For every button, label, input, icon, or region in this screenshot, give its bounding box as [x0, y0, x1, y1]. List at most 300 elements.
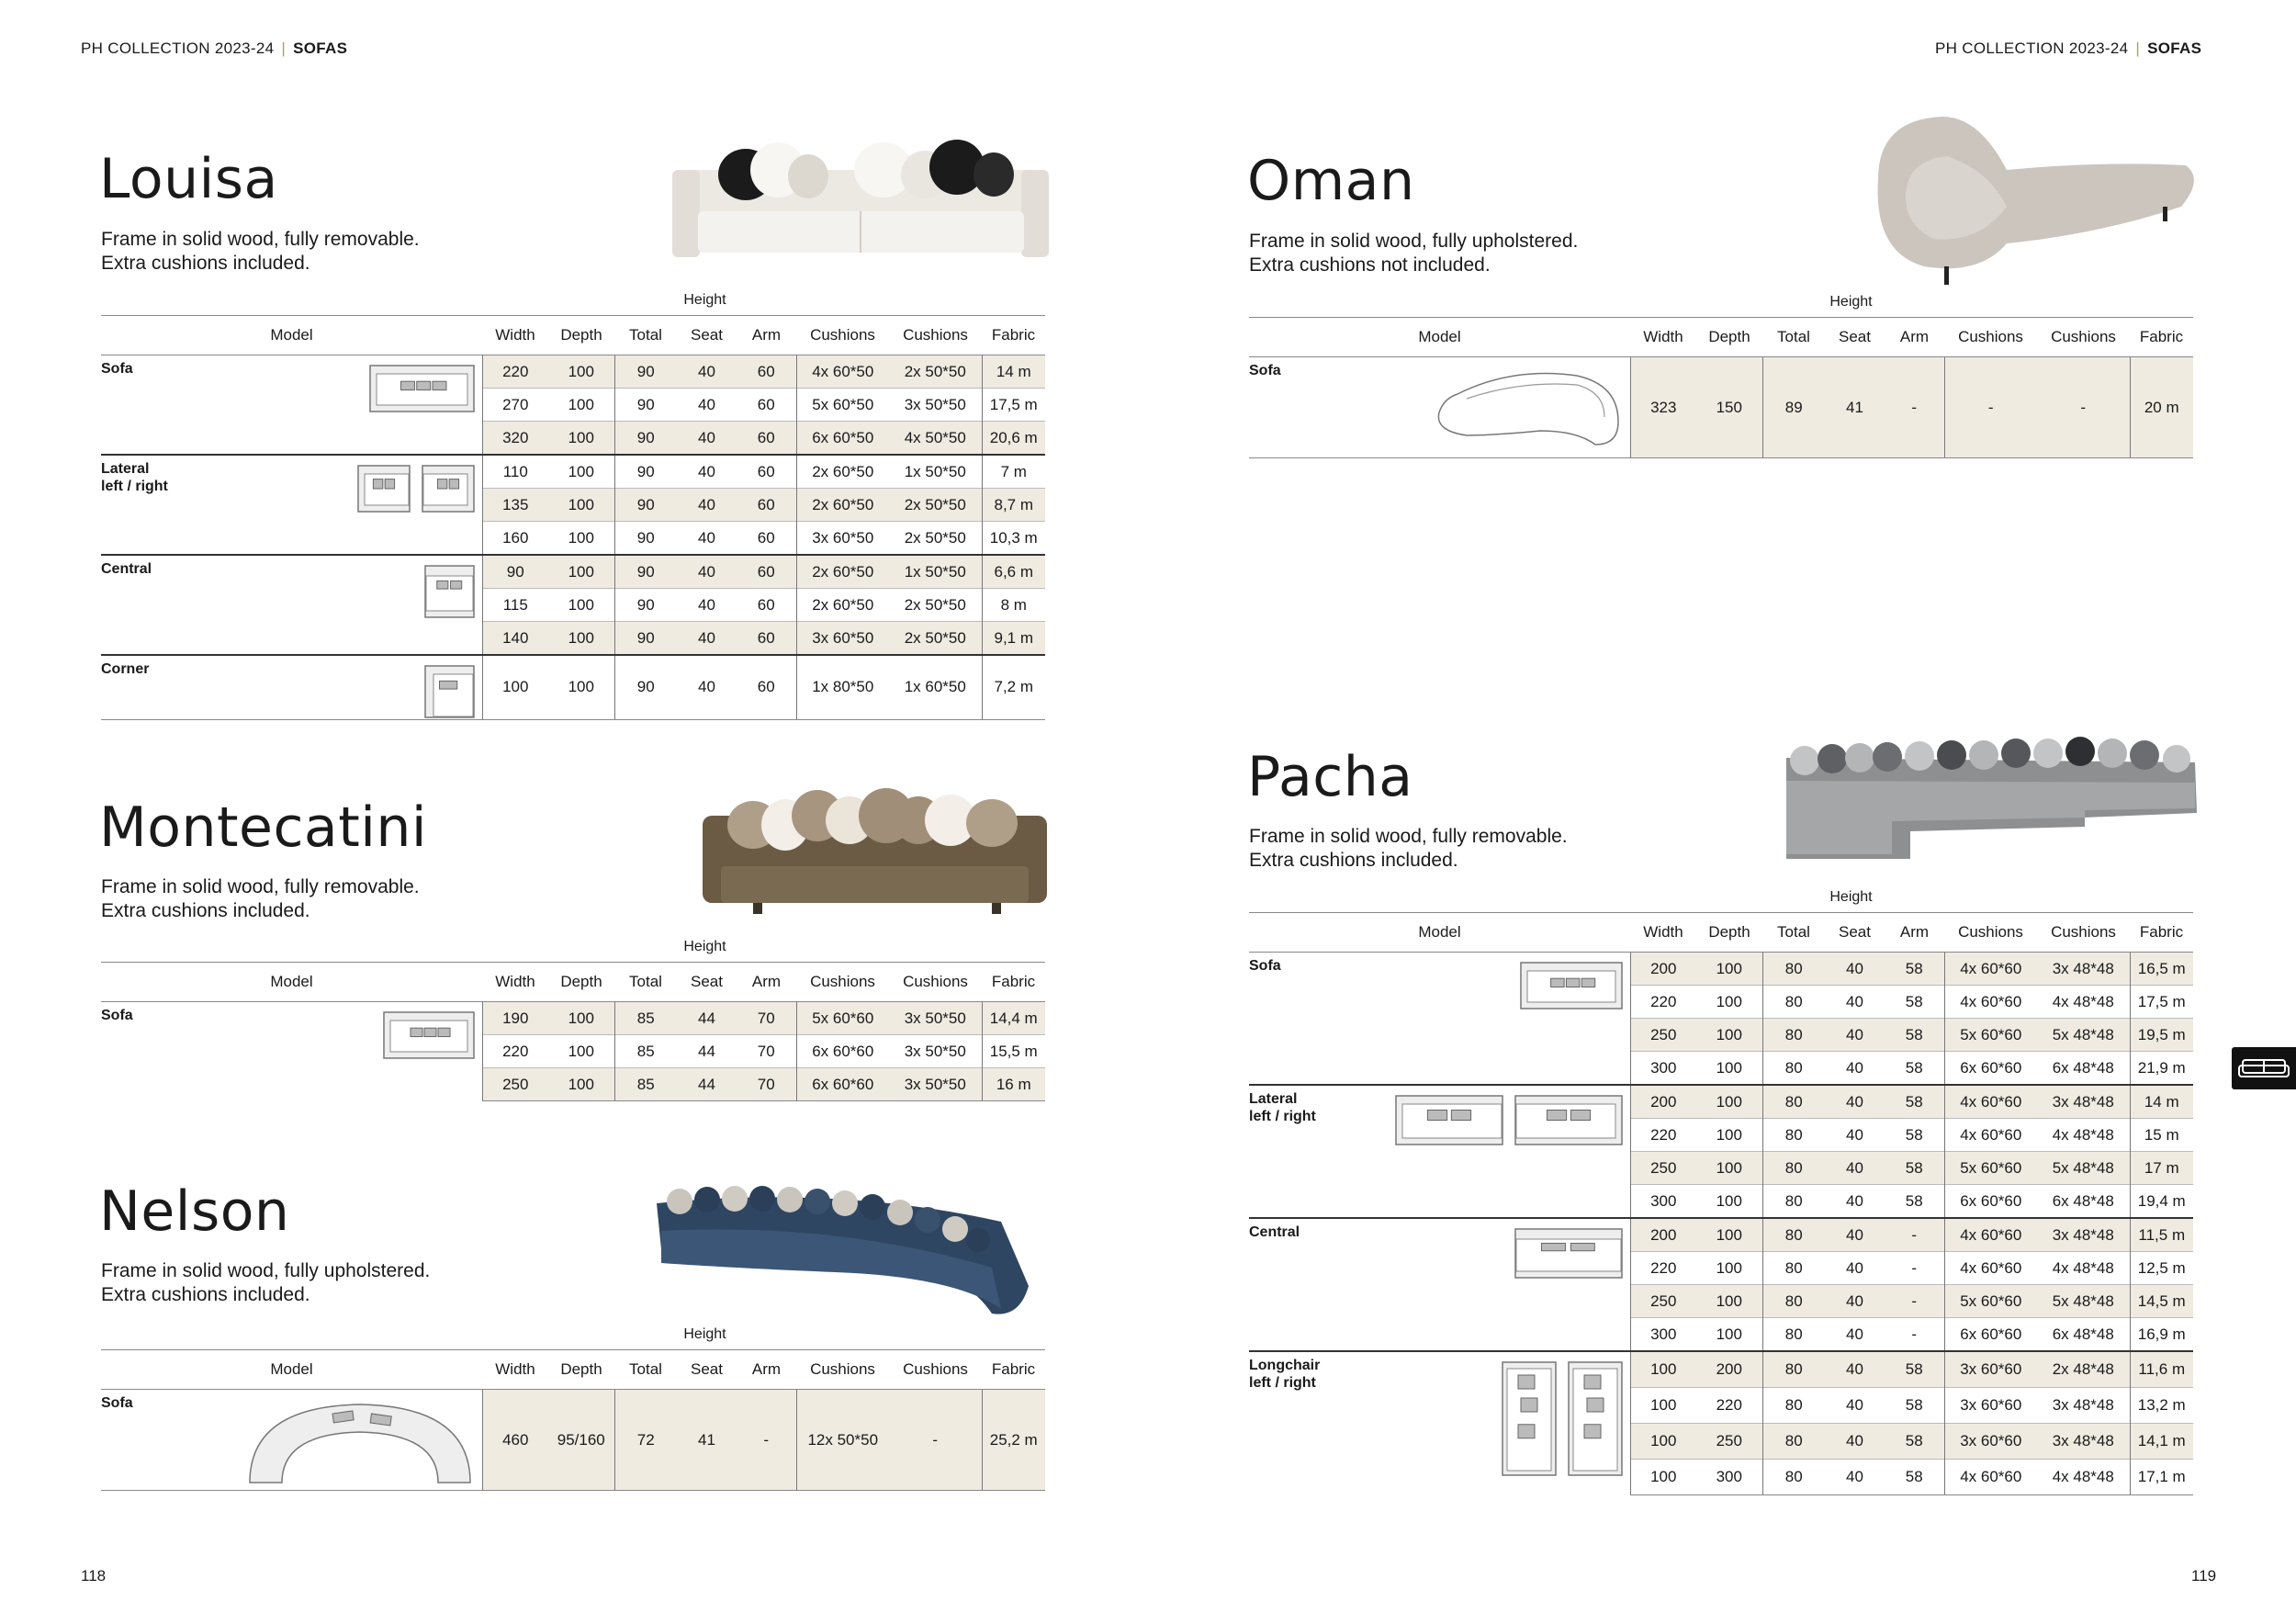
model-cell: [101, 555, 482, 655]
spec-cell: 60: [737, 489, 796, 522]
spec-cell: 100: [1696, 1085, 1762, 1119]
spec-cell: 80: [1762, 1019, 1825, 1052]
spec-cell: 14 m: [2130, 1085, 2193, 1119]
spec-cell: 2x 60*50: [796, 455, 889, 489]
spec-cell: -: [1885, 1285, 1944, 1318]
spec-cell: 80: [1762, 1423, 1825, 1459]
description-line: Extra cushions included.: [101, 253, 310, 274]
sofa-diagram-icon: [1514, 1228, 1623, 1283]
spec-cell: 6x 48*48: [2037, 1318, 2130, 1352]
spec-cell: 60: [737, 455, 796, 489]
spec-cell: 2x 50*50: [889, 522, 982, 556]
column-header: Seat: [1825, 913, 1885, 953]
spec-cell: 100: [1696, 1052, 1762, 1086]
column-header: Cushions: [796, 1350, 889, 1390]
spec-cell: 250: [1696, 1423, 1762, 1459]
sofa-icon: [2232, 1047, 2296, 1089]
spec-cell: 44: [677, 1002, 737, 1035]
spec-cell: 90: [614, 589, 677, 622]
spec-cell: 17,5 m: [2130, 986, 2193, 1019]
spec-cell: 58: [1885, 1019, 1944, 1052]
column-header: Fabric: [2130, 318, 2193, 357]
spec-cell: 85: [614, 1068, 677, 1101]
spec-cell: 17 m: [2130, 1152, 2193, 1185]
spec-cell: 200: [1630, 953, 1696, 986]
spec-cell: -: [1944, 357, 2037, 458]
spec-cell: 6x 60*60: [1944, 1185, 2037, 1219]
model-cell: [1249, 1085, 1630, 1218]
spec-cell: 10,3 m: [982, 522, 1045, 556]
spec-cell: 3x 60*50: [796, 522, 889, 556]
column-header: Width: [482, 1350, 548, 1390]
spec-cell: 11,6 m: [2130, 1351, 2193, 1387]
model-label: Lateral left / right: [1249, 1091, 1316, 1124]
column-header: Depth: [548, 316, 614, 355]
spec-cell: 135: [482, 489, 548, 522]
spec-cell: 3x 48*48: [2037, 1387, 2130, 1423]
model-cell: [1249, 1218, 1630, 1351]
description-line: Frame in solid wood, fully upholstered.: [1249, 231, 1579, 252]
spec-cell: 58: [1885, 1052, 1944, 1086]
spec-cell: 100: [1696, 1185, 1762, 1219]
sofa-diagram-icon: [1502, 1361, 1557, 1481]
page-number-right: 119: [2191, 1567, 2217, 1585]
spec-cell: 100: [1696, 1019, 1762, 1052]
column-header: Total: [614, 963, 677, 1002]
spec-cell: 5x 60*60: [796, 1002, 889, 1035]
column-header: Total: [614, 1350, 677, 1390]
spec-cell: 40: [1825, 1085, 1885, 1119]
spec-cell: 80: [1762, 986, 1825, 1019]
product-description: [101, 228, 420, 276]
spec-cell: 40: [677, 422, 737, 456]
spec-cell: 100: [548, 1068, 614, 1101]
product-title: Louisa: [99, 147, 278, 211]
spec-cell: 100: [1696, 1285, 1762, 1318]
spec-cell: 100: [1630, 1423, 1696, 1459]
model-cell: [101, 355, 482, 456]
spec-cell: 12x 50*50: [796, 1390, 889, 1491]
column-header: Cushions: [2037, 913, 2130, 953]
spec-cell: 95/160: [548, 1390, 614, 1491]
height-label: Height: [683, 939, 726, 954]
spec-cell: 100: [548, 622, 614, 656]
spec-cell: 220: [482, 355, 548, 389]
spec-cell: -: [1885, 1318, 1944, 1352]
description-line: Frame in solid wood, fully removable.: [101, 876, 420, 897]
column-header: Seat: [677, 1350, 737, 1390]
spec-cell: 40: [677, 655, 737, 719]
spec-cell: 13,2 m: [2130, 1387, 2193, 1423]
table-row: [101, 555, 1045, 589]
spec-cell: 2x 60*50: [796, 589, 889, 622]
spec-cell: 100: [548, 489, 614, 522]
spec-cell: 70: [737, 1068, 796, 1101]
column-header: Arm: [1885, 913, 1944, 953]
table-row: [101, 655, 1045, 719]
spec-cell: 4x 50*50: [889, 422, 982, 456]
spec-cell: 90: [614, 522, 677, 556]
model-cell: [101, 455, 482, 555]
spec-cell: 6x 48*48: [2037, 1185, 2130, 1219]
spec-cell: 6,6 m: [982, 555, 1045, 589]
spec-cell: 60: [737, 555, 796, 589]
table-row: [101, 1390, 1045, 1491]
spec-cell: 3x 50*50: [889, 1035, 982, 1068]
spec-cell: 40: [1825, 1423, 1885, 1459]
spec-cell: 60: [737, 622, 796, 656]
spec-cell: 6x 60*60: [796, 1035, 889, 1068]
spec-cell: 4x 48*48: [2037, 1459, 2130, 1494]
spec-cell: 58: [1885, 1085, 1944, 1119]
spec-cell: 60: [737, 422, 796, 456]
spec-cell: -: [2037, 357, 2130, 458]
spec-cell: 100: [548, 589, 614, 622]
spec-cell: 1x 50*50: [889, 455, 982, 489]
spec-cell: 40: [1825, 986, 1885, 1019]
spec-cell: 60: [737, 522, 796, 556]
spec-cell: 100: [1630, 1387, 1696, 1423]
spec-cell: 3x 48*48: [2037, 1218, 2130, 1252]
spec-cell: 5x 60*50: [796, 389, 889, 422]
model-label: Sofa: [1249, 363, 1281, 378]
spec-cell: 220: [1696, 1387, 1762, 1423]
spec-cell: 4x 48*48: [2037, 1252, 2130, 1285]
spec-cell: 40: [677, 589, 737, 622]
description-line: Frame in solid wood, fully removable.: [101, 229, 420, 250]
column-header: Cushions: [1944, 913, 2037, 953]
spec-cell: 40: [677, 489, 737, 522]
running-header-left: [81, 39, 347, 58]
spec-cell: 80: [1762, 1185, 1825, 1219]
spec-cell: 3x 60*50: [796, 622, 889, 656]
spec-cell: 4x 60*60: [1944, 1252, 2037, 1285]
spec-cell: 3x 48*48: [2037, 1085, 2130, 1119]
spec-cell: 80: [1762, 1119, 1825, 1152]
column-header: Arm: [737, 963, 796, 1002]
column-header: Depth: [1696, 318, 1762, 357]
product-description: [1249, 825, 1568, 873]
spec-cell: 7 m: [982, 455, 1045, 489]
table-header-row: [101, 316, 1045, 355]
spec-cell: 4x 48*48: [2037, 1119, 2130, 1152]
section-label: SOFAS: [293, 39, 348, 57]
spec-cell: 58: [1885, 953, 1944, 986]
spec-cell: 4x 60*60: [1944, 1218, 2037, 1252]
spec-cell: 40: [677, 522, 737, 556]
sofa-diagram-icon: [424, 565, 475, 623]
spec-cell: 4x 60*50: [796, 355, 889, 389]
spec-cell: 14,1 m: [2130, 1423, 2193, 1459]
spec-cell: 250: [1630, 1152, 1696, 1185]
description-line: Extra cushions included.: [1249, 850, 1458, 871]
spec-cell: 140: [482, 622, 548, 656]
column-header: Cushions: [889, 963, 982, 1002]
sofa-diagram-icon: [422, 465, 475, 517]
spec-cell: 250: [1630, 1019, 1696, 1052]
table-row: [1249, 1085, 2193, 1119]
spec-cell: 190: [482, 1002, 548, 1035]
spec-cell: 40: [1825, 1387, 1885, 1423]
spec-cell: 2x 60*50: [796, 555, 889, 589]
spec-cell: 90: [482, 555, 548, 589]
spec-cell: 160: [482, 522, 548, 556]
spec-cell: 5x 60*60: [1944, 1152, 2037, 1185]
sofa-diagram-icon: [1430, 367, 1623, 454]
table-header-row: [101, 963, 1045, 1002]
spec-cell: 4x 60*60: [1944, 953, 2037, 986]
spec-cell: 4x 60*60: [1944, 1119, 2037, 1152]
spec-cell: 5x 48*48: [2037, 1152, 2130, 1185]
sofa-diagram-icon: [1568, 1361, 1623, 1481]
separator: |: [2135, 39, 2141, 57]
spec-cell: 40: [1825, 1119, 1885, 1152]
spec-cell: 16,5 m: [2130, 953, 2193, 986]
spec-cell: -: [1885, 1252, 1944, 1285]
spec-cell: 14,5 m: [2130, 1285, 2193, 1318]
spec-cell: 41: [677, 1390, 737, 1491]
spec-cell: 150: [1696, 357, 1762, 458]
spec-table: [101, 315, 1045, 720]
spec-cell: 40: [677, 355, 737, 389]
sofa-diagram-icon: [1520, 962, 1623, 1014]
product-description: [1249, 230, 1578, 277]
spec-cell: 80: [1762, 1252, 1825, 1285]
spec-cell: 80: [1762, 1052, 1825, 1086]
spec-cell: 19,5 m: [2130, 1019, 2193, 1052]
model-label: Longchair left / right: [1249, 1358, 1321, 1391]
spec-cell: 3x 50*50: [889, 1068, 982, 1101]
spec-cell: 72: [614, 1390, 677, 1491]
collection-label: PH COLLECTION 2023-24: [1935, 39, 2129, 57]
column-header: Cushions: [889, 1350, 982, 1390]
spec-cell: 58: [1885, 1185, 1944, 1219]
spec-cell: 15 m: [2130, 1119, 2193, 1152]
height-label: Height: [1829, 889, 1873, 905]
model-label: Corner: [101, 661, 150, 677]
spec-cell: 41: [1825, 357, 1885, 458]
spec-cell: 6x 60*60: [1944, 1052, 2037, 1086]
spec-cell: 100: [548, 1002, 614, 1035]
column-header: Arm: [737, 1350, 796, 1390]
column-header: Fabric: [982, 1350, 1045, 1390]
spec-cell: 6x 60*60: [1944, 1318, 2037, 1352]
spec-cell: 100: [1696, 1119, 1762, 1152]
spec-cell: -: [737, 1390, 796, 1491]
model-label: Sofa: [101, 1008, 133, 1023]
spec-cell: 19,4 m: [2130, 1185, 2193, 1219]
spec-cell: 80: [1762, 1285, 1825, 1318]
model-label: Sofa: [101, 1395, 133, 1411]
spec-cell: 40: [677, 555, 737, 589]
spec-cell: 70: [737, 1035, 796, 1068]
spec-cell: 250: [1630, 1285, 1696, 1318]
spec-cell: 110: [482, 455, 548, 489]
model-cell: [1249, 953, 1630, 1086]
spec-cell: 9,1 m: [982, 622, 1045, 656]
spec-cell: 80: [1762, 1318, 1825, 1352]
sofa-diagram-icon: [1514, 1095, 1623, 1150]
column-header: Width: [1630, 913, 1696, 953]
spec-cell: 8,7 m: [982, 489, 1045, 522]
page-number-left: 118: [81, 1567, 107, 1585]
spec-cell: 89: [1762, 357, 1825, 458]
product-description: [101, 1259, 430, 1307]
spec-cell: 270: [482, 389, 548, 422]
spec-cell: 100: [548, 655, 614, 719]
spec-cell: 100: [1630, 1459, 1696, 1494]
column-header: Cushions: [1944, 318, 2037, 357]
spec-cell: 6x 60*50: [796, 422, 889, 456]
column-header: Seat: [677, 963, 737, 1002]
spec-cell: 6x 60*60: [796, 1068, 889, 1101]
spec-cell: 100: [1630, 1351, 1696, 1387]
spec-cell: 4x 60*60: [1944, 1085, 2037, 1119]
spec-cell: 40: [1825, 1351, 1885, 1387]
sofa-diagram-icon: [424, 665, 475, 723]
spec-cell: 300: [1630, 1052, 1696, 1086]
height-label: Height: [683, 292, 726, 308]
column-header: Seat: [677, 316, 737, 355]
spec-cell: 80: [1762, 1387, 1825, 1423]
spec-cell: 2x 60*50: [796, 489, 889, 522]
spec-cell: 7,2 m: [982, 655, 1045, 719]
sofa-photo: [698, 770, 1052, 917]
column-header: Total: [1762, 913, 1825, 953]
spec-cell: 115: [482, 589, 548, 622]
column-header: Fabric: [2130, 913, 2193, 953]
separator: |: [281, 39, 287, 57]
model-label: Central: [1249, 1224, 1300, 1240]
column-header: Fabric: [982, 316, 1045, 355]
table-row: [101, 1002, 1045, 1035]
spec-cell: 100: [548, 522, 614, 556]
spec-cell: 80: [1762, 1218, 1825, 1252]
column-header: Fabric: [982, 963, 1045, 1002]
spec-cell: -: [1885, 1218, 1944, 1252]
spec-table: [101, 962, 1045, 1101]
column-header: Arm: [1885, 318, 1944, 357]
spec-cell: 40: [1825, 1252, 1885, 1285]
description-line: Extra cushions not included.: [1249, 254, 1491, 276]
description-line: Extra cushions included.: [101, 1284, 310, 1305]
spec-cell: 323: [1630, 357, 1696, 458]
table-row: [1249, 357, 2193, 458]
spec-cell: 40: [1825, 1185, 1885, 1219]
spec-cell: 100: [1696, 986, 1762, 1019]
sofa-diagram-icon: [383, 1011, 475, 1064]
spec-cell: 200: [1630, 1218, 1696, 1252]
spec-cell: 200: [1696, 1351, 1762, 1387]
spec-cell: 100: [548, 555, 614, 589]
spec-cell: 11,5 m: [2130, 1218, 2193, 1252]
spec-cell: 58: [1885, 1459, 1944, 1494]
spec-cell: 44: [677, 1068, 737, 1101]
spec-cell: 40: [1825, 1152, 1885, 1185]
spec-cell: 4x 60*60: [1944, 1459, 2037, 1494]
table-row: [1249, 953, 2193, 986]
spec-cell: 58: [1885, 1119, 1944, 1152]
spec-cell: 300: [1630, 1185, 1696, 1219]
spec-cell: 220: [1630, 1119, 1696, 1152]
spec-cell: 58: [1885, 1387, 1944, 1423]
spec-cell: 1x 50*50: [889, 555, 982, 589]
spec-cell: 2x 50*50: [889, 355, 982, 389]
spec-cell: 60: [737, 655, 796, 719]
spec-cell: 60: [737, 589, 796, 622]
table-row: [101, 455, 1045, 489]
spec-cell: 3x 60*60: [1944, 1351, 2037, 1387]
spec-cell: 58: [1885, 986, 1944, 1019]
description-line: Frame in solid wood, fully upholstered.: [101, 1260, 431, 1281]
spec-cell: 300: [1630, 1318, 1696, 1352]
spec-cell: 100: [548, 389, 614, 422]
height-label: Height: [1829, 294, 1873, 310]
product-title: Montecatini: [99, 795, 428, 860]
spec-cell: 5x 60*60: [1944, 1019, 2037, 1052]
spec-cell: 100: [548, 1035, 614, 1068]
spec-cell: 15,5 m: [982, 1035, 1045, 1068]
spec-cell: 90: [614, 422, 677, 456]
spec-cell: 100: [482, 655, 548, 719]
spec-cell: 4x 48*48: [2037, 986, 2130, 1019]
column-header: Seat: [1825, 318, 1885, 357]
spec-cell: 90: [614, 489, 677, 522]
spec-cell: 320: [482, 422, 548, 456]
running-header-right: [1935, 39, 2201, 58]
model-label: Lateral left / right: [101, 461, 168, 494]
description-line: Frame in solid wood, fully removable.: [1249, 826, 1568, 847]
column-header: Total: [1762, 318, 1825, 357]
spec-cell: 3x 48*48: [2037, 1423, 2130, 1459]
spec-cell: 100: [1696, 1318, 1762, 1352]
spec-cell: 4x 60*60: [1944, 986, 2037, 1019]
model-cell: [101, 1002, 482, 1101]
spec-cell: 90: [614, 555, 677, 589]
spec-table: [101, 1349, 1045, 1491]
column-header: Arm: [737, 316, 796, 355]
spec-cell: 60: [737, 389, 796, 422]
spec-cell: 3x 50*50: [889, 1002, 982, 1035]
spec-cell: 250: [482, 1068, 548, 1101]
spec-cell: 80: [1762, 1085, 1825, 1119]
model-label: Sofa: [101, 361, 133, 377]
column-header: Total: [614, 316, 677, 355]
product-description: [101, 875, 420, 923]
spec-cell: 220: [482, 1035, 548, 1068]
column-header: Width: [1630, 318, 1696, 357]
model-cell: [101, 655, 482, 719]
spec-cell: 14 m: [982, 355, 1045, 389]
table-header-row: [1249, 318, 2193, 357]
table-row: [1249, 1218, 2193, 1252]
spec-cell: 80: [1762, 953, 1825, 986]
spec-cell: 85: [614, 1002, 677, 1035]
spec-cell: 90: [614, 355, 677, 389]
sofa-diagram-icon: [369, 365, 475, 417]
product-title: Nelson: [99, 1179, 290, 1244]
spec-cell: 3x 50*50: [889, 389, 982, 422]
spec-cell: 5x 48*48: [2037, 1285, 2130, 1318]
column-header: Cushions: [796, 963, 889, 1002]
spec-cell: 80: [1762, 1459, 1825, 1494]
spec-cell: 40: [677, 389, 737, 422]
column-header: Cushions: [2037, 318, 2130, 357]
spec-cell: 40: [1825, 953, 1885, 986]
model-cell: [1249, 1351, 1630, 1494]
spec-cell: 1x 60*50: [889, 655, 982, 719]
spec-cell: -: [889, 1390, 982, 1491]
